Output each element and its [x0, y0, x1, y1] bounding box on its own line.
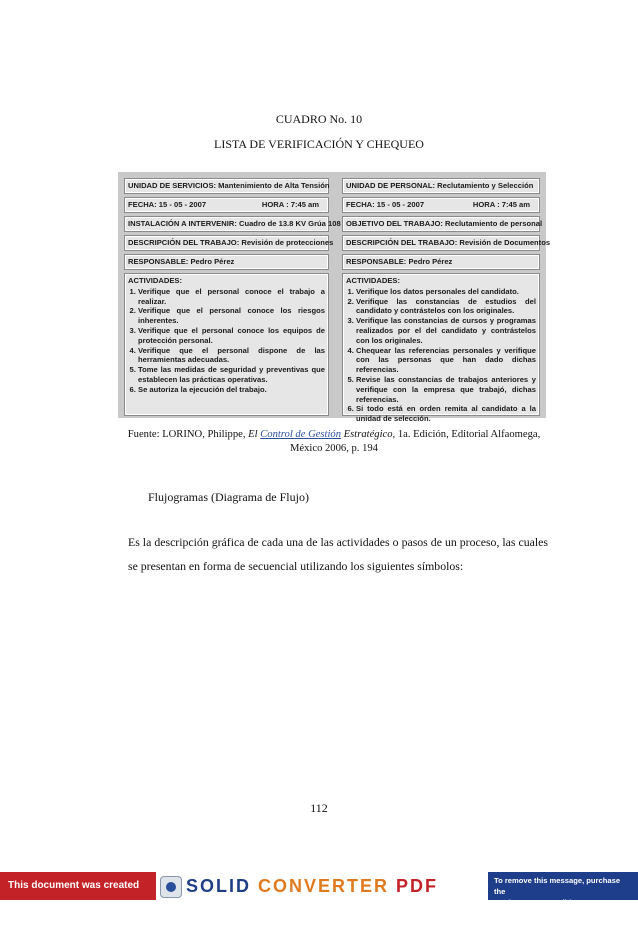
caption-link[interactable]: Control de Gestión: [260, 429, 342, 440]
activity-item: 6. Si todo está en orden remita al candidato a la unidad de selección.: [356, 404, 536, 424]
caption-prefix: Fuente: LORINO, Philippe,: [127, 429, 249, 440]
section-subheading: Flujogramas (Diagrama de Flujo): [148, 490, 309, 504]
banner-purchase-link[interactable]: [488, 872, 638, 907]
brand-pdf: PDF: [396, 876, 439, 896]
time-value: HORA : 7:45 am: [261, 200, 319, 209]
activity-item: 3. Verifique que el personal conoce los equipos de protección personal.: [138, 326, 325, 346]
objective-field: OBJETIVO DEL TRABAJO: Reclutamiento de personal: [342, 216, 540, 232]
activities-box: [124, 273, 329, 416]
brand-solid: SOLID: [186, 876, 259, 896]
banner-right-line1: To remove this message, purchase the: [494, 876, 621, 896]
time-value: HORA : 7:45 am: [472, 200, 530, 209]
banner-left-text: This document was created using: [0, 872, 156, 900]
checklist-left-column: [124, 178, 341, 416]
date-time-field: [124, 197, 329, 213]
activity-item: 2. Verifique que el personal conoce los riesgos inherentes.: [138, 306, 325, 326]
responsible-field: RESPONSABLE: Pedro Pérez: [342, 254, 540, 270]
activity-item: 2. Verifique las constancias de estudios del candidato y contrástelos con los originales.: [356, 297, 536, 317]
caption-suffix: , 1a. Edición, Editorial Alfaomega,: [392, 429, 541, 440]
banner-right-line2: product at www.SolidDocuments.com: [494, 898, 631, 907]
source-caption: [118, 428, 550, 456]
activity-item: 4. Verifique que el personal dispone de las herramientas adecuadas.: [138, 346, 325, 366]
responsible-field: RESPONSABLE: Pedro Pérez: [124, 254, 329, 270]
activity-item: 1. Verifique que el personal conoce el trabajo a realizar.: [138, 287, 325, 307]
page-number: 112: [310, 801, 328, 815]
caption-title-start: El: [248, 429, 261, 440]
activity-item: 3. Verifique las constancias de cursos y programas realizados por el del candidato y contrástelos con los originales.: [356, 316, 536, 345]
caption-line2: México 2006, p. 194: [290, 443, 378, 454]
date-value: FECHA: 15 - 05 - 2007: [346, 200, 425, 209]
banner-brand: [186, 875, 438, 897]
date-value: FECHA: 15 - 05 - 2007: [128, 200, 207, 209]
checklist-right-column: [342, 178, 551, 424]
activities-label: ACTIVIDADES:: [128, 276, 183, 285]
activities-label: ACTIVIDADES:: [346, 276, 401, 285]
date-time-field: [342, 197, 540, 213]
solid-logo-icon: [160, 876, 182, 898]
activity-item: 1. Verifique los datos personales del candidato.: [356, 287, 536, 297]
activities-box: [342, 273, 540, 424]
table-number-title: CUADRO No. 10: [275, 112, 363, 126]
brand-converter: CONVERTER: [258, 876, 397, 896]
table-caption-title: LISTA DE VERIFICACIÓN Y CHEQUEO: [214, 137, 424, 151]
activity-item: 6. Se autoriza la ejecución del trabajo.: [138, 385, 325, 395]
activities-list: [346, 287, 536, 424]
converter-banner[interactable]: [0, 872, 638, 919]
installation-field: INSTALACIÓN A INTERVENIR: Cuadro de 13.8 KV Grúa 108: [124, 216, 329, 232]
activity-item: 5. Revise las constancias de trabajos anteriores y verifique con la empresa que trabajó, dichas referencias.: [356, 375, 536, 404]
work-description-field: DESCRIPCIÓN DEL TRABAJO: Revisión de Documentos: [342, 235, 540, 251]
activity-item: 4. Chequear las referencias personales y verifique con las personas que han dado dichas referencias.: [356, 346, 536, 375]
activity-item: 5. Tome las medidas de seguridad y preventivas que establecen las prácticas operativas.: [138, 365, 325, 385]
caption-title-end: Estratégico: [341, 429, 393, 440]
body-paragraph: Es la descripción gráfica de cada una de las actividades o pasos de un proceso, las cuales se presentan en forma de secuencial utilizando los siguientes símbolos:: [128, 535, 548, 573]
activities-list: [128, 287, 325, 395]
unit-field: UNIDAD DE PERSONAL: Reclutamiento y Selección: [342, 178, 540, 194]
work-description-field: DESCRIPCIÓN DEL TRABAJO: Revisión de protecciones: [124, 235, 329, 251]
checklist-figure: [118, 172, 551, 424]
unit-field: UNIDAD DE SERVICIOS: Mantenimiento de Alta Tensión: [124, 178, 329, 194]
